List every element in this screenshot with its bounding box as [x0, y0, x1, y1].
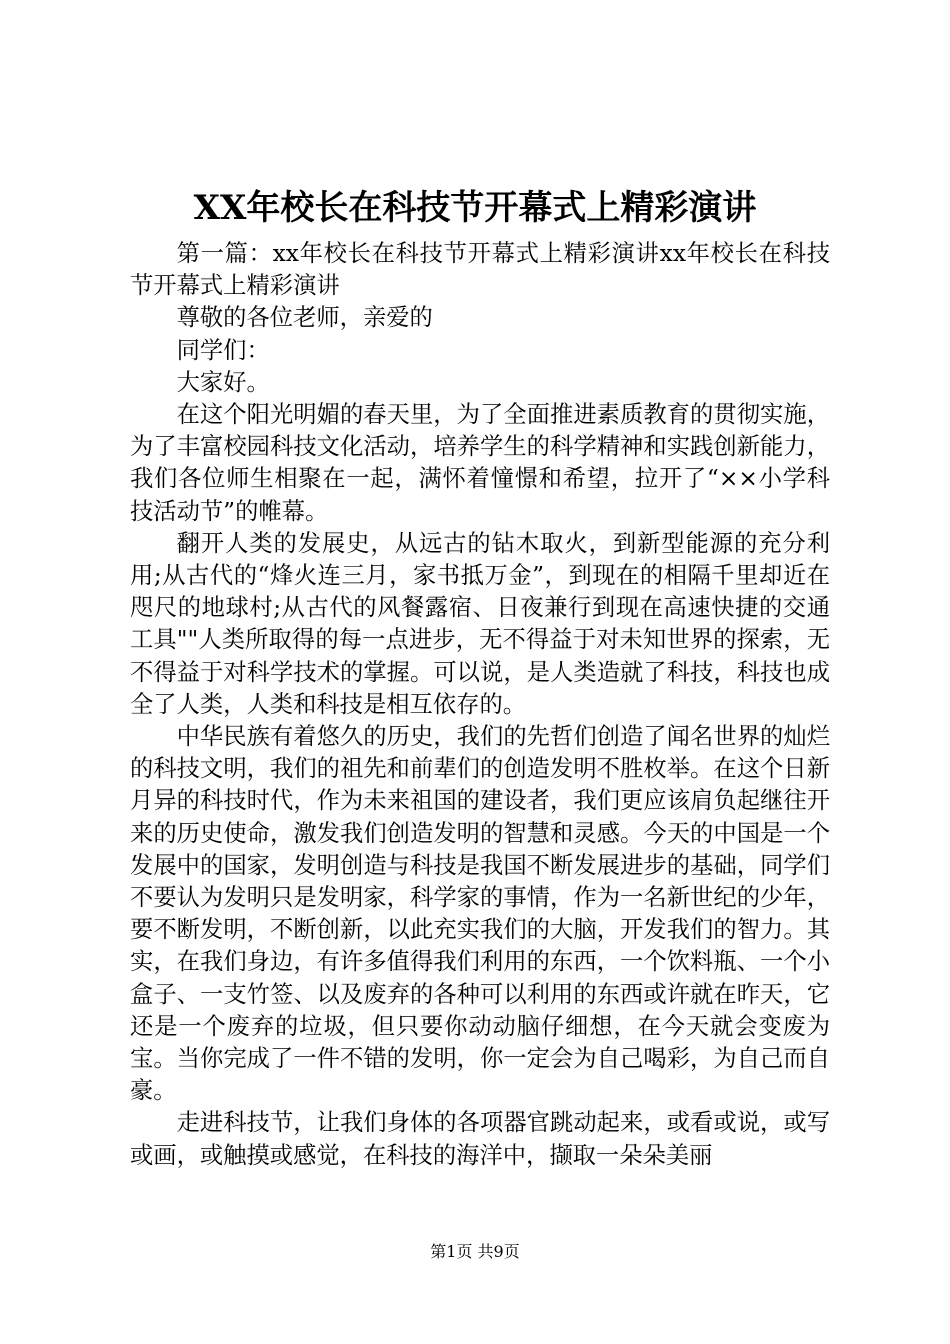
paragraph-heading: 第一篇：xx年校长在科技节开幕式上精彩演讲xx年校长在科技节开幕式上精彩演讲 [130, 240, 830, 300]
paragraph-greeting: 大家好。 [176, 368, 270, 396]
page-footer: 第1页 共9页 [430, 1242, 520, 1261]
paragraph: 翻开人类的发展史，从远古的钻木取火，到新型能源的充分利用;从古代的“烽火连三月，家书抵万金”，到现在的相隔千里却近在咫尺的地球村;从古代的风餐露宿、日夜兼行到现在高速快捷的交通工具""人类所取得的每一点进步，无不得益于对未知世界的探索，无不得益于对科学技术的掌握。可以说，是人类造就了科技，科技也成全了人类，人类和科技是相互依存的。 [130, 529, 830, 718]
paragraph: 中华民族有着悠久的历史，我们的先哲们创造了闻名世界的灿烂的科技文明，我们的祖先和前辈们的创造发明不胜枚举。在这个日新月异的科技时代，作为未来祖国的建设者，我们更应该肩负起继往开来的历史使命，激发我们创造发明的智慧和灵感。今天的中国是一个发展中的国家，发明创造与科技是我国不断发展进步的基础，同学们不要认为发明只是发明家，科学家的事情，作为一名新世纪的少年，要不断发明，不断创新，以此充实我们的大脑，开发我们的智力。其实，在我们身边，有许多值得我们利用的东西，一个饮料瓶、一个小盒子、一支竹签、以及废弃的各种可以利用的东西或许就在昨天，它还是一个废弃的垃圾，但只要你动动脑仔细想，在今天就会变废为宝。当你完成了一件不错的发明，你一定会为自己喝彩，为自己而自豪。 [130, 723, 830, 1105]
paragraph: 在这个阳光明媚的春天里，为了全面推进素质教育的贯彻实施，为了丰富校园科技文化活动，培养学生的科学精神和实践创新能力，我们各位师生相聚在一起，满怀着憧憬和希望，拉开了“××小学科技活动节”的帷幕。 [130, 401, 830, 525]
paragraph: 走进科技节，让我们身体的各项器官跳动起来，或看或说，或写或画，或触摸或感觉，在科技的海洋中，撷取一朵朵美丽 [130, 1109, 830, 1169]
paragraph-salutation-2: 同学们： [176, 336, 270, 364]
paragraph-salutation: 尊敬的各位老师，亲爱的 [176, 304, 433, 332]
document-title: XX年校长在科技节开幕式上精彩演讲 [193, 188, 757, 228]
document-body [130, 238, 830, 1172]
